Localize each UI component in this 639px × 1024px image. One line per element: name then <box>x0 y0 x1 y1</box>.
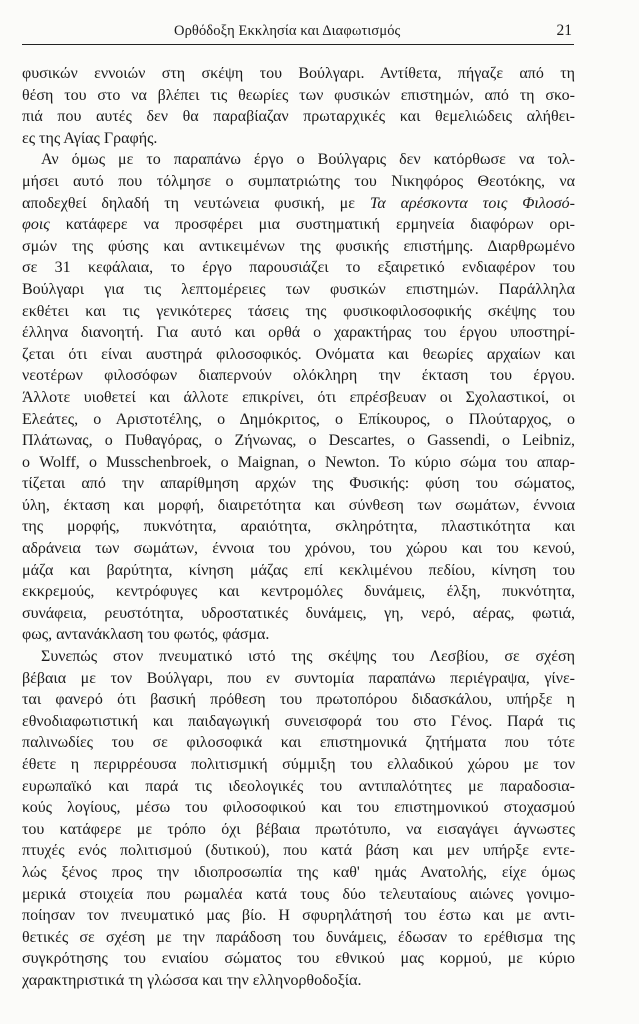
text-line: του κατάφερε με τρόπο όχι βέβαια πρωτότυπο, να εισαγάγει άγνωστες <box>22 820 575 838</box>
text-line: Βούλγαρι για τις λεπτομέρειες των φυσικών επιστημών. Παράλληλα <box>22 280 575 298</box>
text-line: έθετε η περιρρέουσα πολιτισμική σύμμιξη του ελλαδικού χώρου με τον <box>22 756 575 773</box>
page-header <box>22 22 574 45</box>
paragraph-2 <box>22 149 575 646</box>
text-line: Πλάτωνας, ο Πυθαγόρας, ο Ζήνωνας, ο Descartes, ο Gassendi, ο Leibniz, <box>22 432 575 450</box>
text-line: Άλλοτε υιοθετεί και άλλοτε επικρίνει, ότι επρέσβευαν οι Σχολαστικοί, οι <box>22 388 575 406</box>
text-line: αποδεχθεί δηλαδή τη νευτώνεια φυσική, με Τα αρέσκοντα τοις Φιλοσό- <box>22 194 575 212</box>
text-line: χαρακτηριστικά τη γλώσσα και την ελληνορθοδοξία. <box>22 971 362 989</box>
text-line: της μορφής, πυκνότητα, αραιότητα, σκληρότητα, πλαστικότητα και <box>22 518 575 536</box>
text-line: ται φανερό ότι βασική πρόθεση του πρωτοπόρου διδασκάλου, υπήρξε η <box>22 691 575 709</box>
text-line: φοις κατάφερε να προσφέρει μια συστηματική ερμηνεία διαφόρων ορι- <box>22 216 575 234</box>
text-line: Αν όμως με το παραπάνω έργο ο Βούλγαρις δεν κατόρθωσε να τολ- <box>41 151 575 169</box>
page-number: 21 <box>556 22 572 39</box>
text-line: φυσικών εννοιών στη σκέψη του Βούλγαρι. Αντίθετα, πήγαζε από τη <box>22 65 575 82</box>
text-line: εκκρεμούς, κεντρόφυγες και κεντρομόλες δυνάμεις, έλξη, πυκνότητα, <box>22 583 575 601</box>
text-line: θετικές σε σχέση με την παράδοση του δυνάμεις, έδωσαν το ερέθισμα της <box>22 928 575 946</box>
text-line: μήσει αυτό που τόλμησε ο συμπατριώτης του Νικηφόρος Θεοτόκης, να <box>22 172 575 190</box>
text-line: μάζα και βαρύτητα, κίνηση μάζας επί κεκλιμένου πεδίου, κίνηση του <box>22 561 575 579</box>
text-line: βέβαια με τον Βούλγαρι, που εν συντομία παραπάνω περιέγραψα, γίνε- <box>22 669 575 687</box>
text-line: εκθέτει και τις γενικότερες τάσεις της φυσικοφιλοσοφικής σκέψης του <box>22 302 575 320</box>
paragraph-1 <box>22 63 575 149</box>
text-line: παλινωδίες του σε φιλοσοφικά και επιστημονικά ζητήματα που τότε <box>22 734 575 752</box>
text-line: ευρωπαϊκό και παρά τις ιδεολογικές του αντιπαλότητες με παραδοσια- <box>22 777 575 795</box>
text-line: Ελεάτες, ο Αριστοτέλης, ο Δημόκριτος, ο Επίκουρος, ο Πλούταρχος, ο <box>22 410 575 428</box>
body-text <box>22 63 575 992</box>
text-line: λώς ξένος προς την ιδιοπροσωπία της καθ' ημάς Ανατολής, είχε όμως <box>22 863 575 881</box>
text-line: σμών της φύσης και αντικειμένων της φυσικής επιστήμης. Διαρθρωμένο <box>22 237 575 255</box>
paragraph-3 <box>22 646 575 992</box>
text-line: ες της Αγίας Γραφής. <box>22 129 158 147</box>
text-line: πτυχές ενός πολιτισμού (δυτικού), που κατά βάση και μεν υπήρξε εντε- <box>22 842 575 860</box>
text-line: ζεται ότι είναι αυστηρά φιλοσοφικός. Ονόματα και θεωρίες αρχαίων και <box>22 345 575 363</box>
text-line: κούς λογίους, μέσω του φιλοσοφικού και του επιστημονικού στοχασμού <box>22 799 575 817</box>
text-line: μερικά στοιχεία που ρωμαλέα κατά τους δύο τελευταίους αιώνες γονιμο- <box>22 885 575 903</box>
text-line: τίζεται από την απαρίθμηση αρχών της Φυσικής: φύση του σώματος, <box>22 475 575 493</box>
text-line: νεοτέρων φιλοσόφων διαπερνούν ολόκληρη την έκταση του έργου. <box>22 367 575 385</box>
text-line: συνάφεια, ρευστότητα, υδροστατικές δυνάμεις, γη, νερό, αέρας, φωτιά, <box>22 604 575 622</box>
text-line: φως, αντανάκλαση του φωτός, φάσμα. <box>22 626 270 644</box>
text-line: συγκρότησης του ενιαίου σώματος του εθνικού μας κορμού, με κύριο <box>22 950 575 968</box>
text-line: Συνεπώς στον πνευματικό ιστό της σκέψης του Λεσβίου, σε σχέση <box>41 648 575 666</box>
text-line: θέση του στο να βλέπει τις θεωρίες των φυσικών επιστημών, από τη σκο- <box>22 86 575 104</box>
text-line: ο Wolff, ο Musschenbroek, ο Maignan, ο Newton. Το κύριο σώμα του απαρ- <box>22 453 575 471</box>
running-title: Ορθόδοξη Εκκλησία και Διαφωτισμός <box>174 23 401 39</box>
text-line: ποίησαν τον πνευματικό μας βίο. Η σφυρηλάτησή του έστω και με αντι- <box>22 907 575 925</box>
text-line: έλληνα διανοητή. Για αυτό και ορθά ο χαρακτήρας του έργου υποστηρί- <box>22 324 575 342</box>
text-line: αδράνεια των σωμάτων, έννοια του χρόνου, του χώρου και του κενού, <box>22 540 575 558</box>
text-line: σε 31 κεφάλαια, το έργο παρουσιάζει το εξαιρετικό ενδιαφέρον του <box>22 259 575 277</box>
text-line: πιά που αυτές δεν θα παραβίαζαν πρωταρχικές και θεμελιώδεις αλήθει- <box>22 108 575 126</box>
text-line: ύλη, έκταση και μορφή, διαιρετότητα και σύνθεση των σωμάτων, έννοια <box>22 496 575 514</box>
text-line: εθνοδιαφωτιστική και παιδαγωγική συνεισφορά του στο Γένος. Παρά τις <box>22 712 575 730</box>
